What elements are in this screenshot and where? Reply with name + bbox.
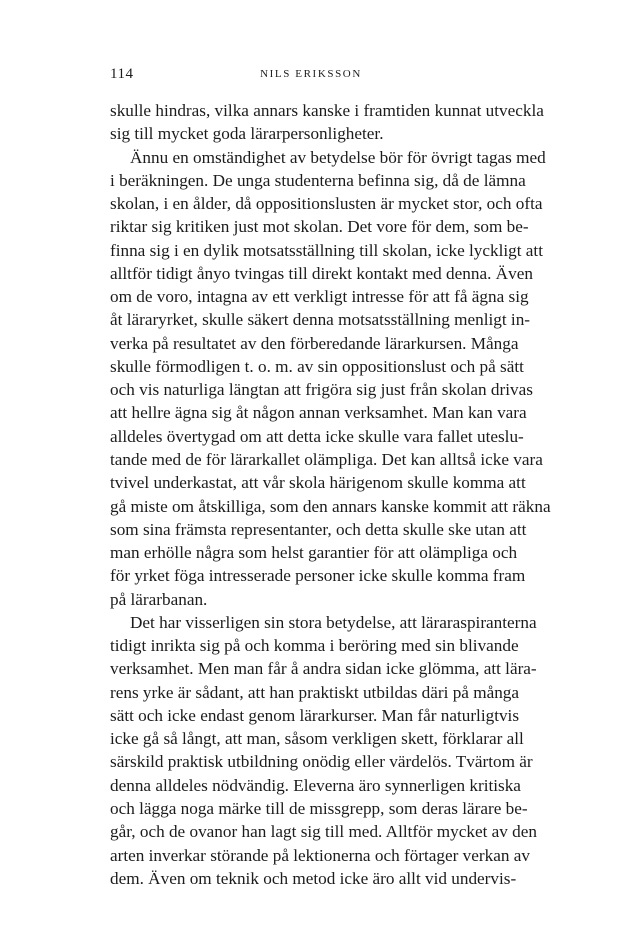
text-line: Ännu en omständighet av betydelse bör för övrigt tagas med	[130, 147, 546, 167]
text-line: särskild praktisk utbildning onödig eller värdelös. Tvärtom är	[110, 752, 533, 772]
text-line: dem. Även om teknik och metod icke äro allt vid undervis-	[110, 868, 517, 888]
text-line: om de voro, intagna av ett verkligt intresse för att få ägna sig	[110, 287, 529, 307]
text-line: finna sig i en dylik motsatsställning till skolan, icke lyckligt att	[110, 240, 543, 260]
text-line: i beräkningen. De unga studenterna befinna sig, då de lämna	[110, 170, 526, 190]
body-text	[110, 99, 551, 890]
text-line: denna alldeles nödvändig. Eleverna äro synnerligen kritiska	[110, 775, 521, 795]
paragraph	[110, 99, 544, 146]
text-line: riktar sig kritiken just mot skolan. Det vore för dem, som be-	[110, 217, 529, 237]
text-line: för yrket föga intresserade personer icke skulle komma fram	[110, 566, 526, 586]
page-number: 114	[110, 66, 134, 82]
text-line: verka på resultatet av den förberedande lärarkursen. Många	[110, 333, 519, 353]
text-line: och vis naturliga längtan att frigöra sig just från skolan drivas	[110, 380, 533, 400]
text-line: skulle förmodligen t. o. m. av sin oppositionslust och på sätt	[110, 356, 524, 376]
text-line: alldeles övertygad om att detta icke skulle vara fallet uteslu-	[110, 426, 524, 446]
text-line: man erhölle några som helst garantier för att olämpliga och	[110, 543, 518, 563]
text-line: tande med de för lärarkallet olämpliga. Det kan alltså icke vara	[110, 449, 543, 469]
text-line: gå miste om åtskilliga, som den annars kanske kommit att räkna	[110, 496, 551, 516]
text-line: skolan, i en ålder, då oppositionslusten är mycket stor, och ofta	[110, 194, 543, 214]
text-line: som sina främsta representanter, och detta skulle ske utan att	[110, 519, 527, 539]
text-line: arten inverkar störande på lektionerna och förtager verkan av	[110, 845, 530, 865]
text-line: Det har visserligen sin stora betydelse, att läraraspiranterna	[130, 612, 537, 632]
text-line: skulle hindras, vilka annars kanske i framtiden kunnat utveckla	[110, 101, 544, 120]
text-line: på lärarbanan.	[110, 589, 208, 609]
text-line: verksamhet. Men man får å andra sidan icke glömma, att lära-	[110, 659, 537, 679]
text-line: åt läraryrket, skulle säkert denna motsatsställning menligt in-	[110, 310, 531, 330]
text-line: sätt och icke endast genom lärarkurser. Man får naturligtvis	[110, 705, 520, 725]
text-line: alltför tidigt ånyo tvingas till direkt kontakt med denna. Även	[110, 263, 533, 283]
text-line: tvivel underkastat, att vår skola härigenom skulle komma att	[110, 473, 526, 493]
paragraph	[110, 611, 537, 890]
running-header	[110, 66, 512, 86]
text-line: och lägga noga märke till de missgrepp, som deras lärare be-	[110, 798, 528, 818]
text-line: sig till mycket goda lärarpersonligheter.	[110, 124, 384, 144]
text-line: att hellre ägna sig åt någon annan verksamhet. Man kan vara	[110, 403, 527, 423]
text-line: tidigt inrikta sig på och komma i beröring med sin blivande	[110, 636, 519, 656]
running-title: NILS ERIKSSON	[260, 68, 362, 80]
paragraph	[110, 146, 551, 611]
text-line: går, och de ovanor han lagt sig till med. Alltför mycket av den	[110, 822, 537, 842]
text-line: icke gå så långt, att man, såsom verkligen skett, förklarar all	[110, 729, 524, 749]
text-line: rens yrke är sådant, att han praktiskt utbildas däri på många	[110, 682, 520, 702]
